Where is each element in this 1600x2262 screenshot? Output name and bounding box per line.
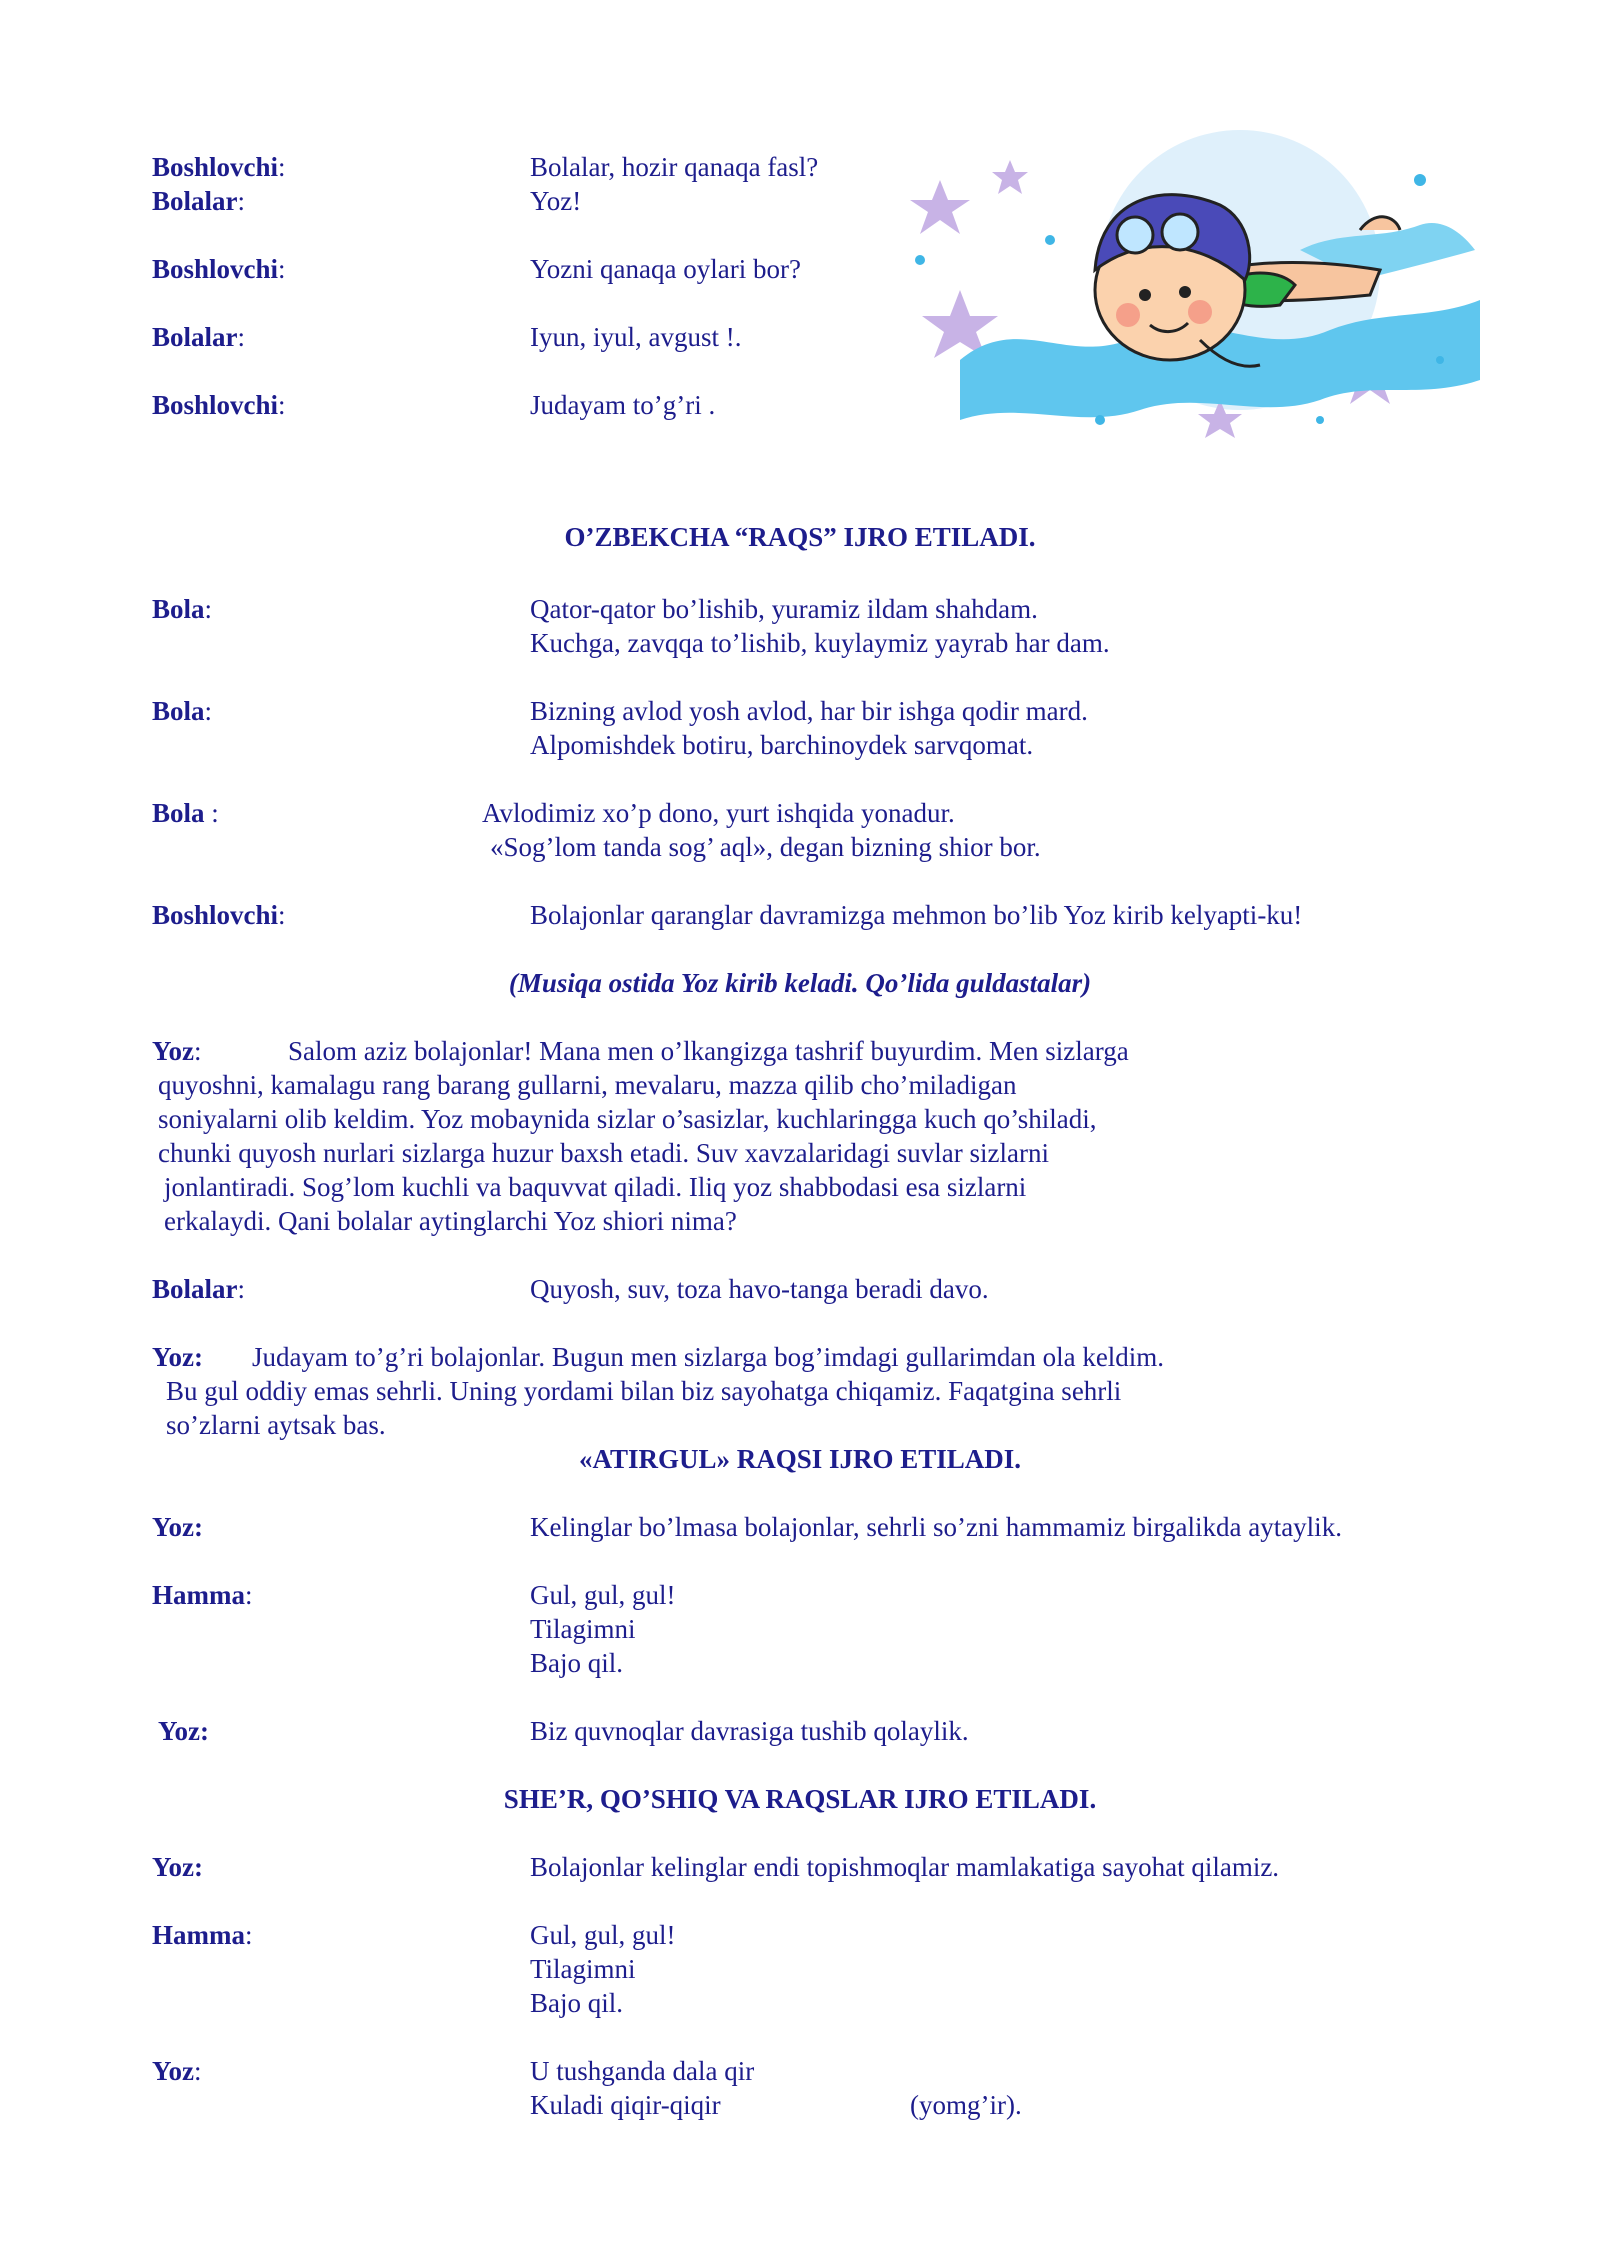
speaker-label: Hamma:: [152, 1580, 253, 1610]
speaker-label: Boshlovchi:: [152, 900, 286, 930]
dialogue-line: Tilagimni: [530, 1614, 636, 1644]
speaker-label: Bola:: [152, 696, 213, 726]
speaker-label: Yoz:: [152, 1342, 203, 1372]
dialogue-line: Biz quvnoqlar davrasiga tushib qolaylik.: [530, 1716, 969, 1746]
speaker-label: Bolalar:: [152, 322, 246, 352]
speaker-label: Boshlovchi:: [152, 390, 286, 420]
section-heading: SHE’R, QO’SHIQ VA RAQSLAR IJRO ETILADI.: [503, 1784, 1097, 1814]
dialogue-line: Qator-qator bo’lishib, yuramiz ildam shahdam.: [530, 594, 1038, 624]
paragraph-line: quyoshni, kamalagu rang barang gullarni, mevalaru, mazza qilib cho’miladigan: [158, 1070, 1017, 1100]
dialogue-line: Bolalar, hozir qanaqa fasl?: [530, 152, 819, 182]
dialogue-line: Bajo qil.: [530, 1648, 623, 1678]
speaker-label: Boshlovchi:: [152, 254, 286, 284]
riddle-answer: (yomg’ir).: [910, 2090, 1022, 2120]
dialogue-line: U tushganda dala qir: [530, 2056, 755, 2086]
swimming-child-illustration: [900, 120, 1490, 460]
dialogue-line: Yoz!: [530, 186, 582, 216]
dialogue-line: Quyosh, suv, toza havo-tanga beradi davo.: [530, 1274, 989, 1304]
dialogue-line: Iyun, iyul, avgust !.: [530, 322, 742, 352]
dialogue-line: Judayam to’g’ri .: [530, 390, 716, 420]
speaker-label: Boshlovchi:: [152, 152, 286, 182]
speaker-label: Yoz:: [158, 1716, 209, 1746]
paragraph-line: jonlantiradi. Sog’lom kuchli va baquvvat qiladi. Iliq yoz shabbodasi esa sizlarni: [164, 1172, 1027, 1202]
speaker-label: Yoz:: [152, 1036, 202, 1066]
dialogue-line: Bizning avlod yosh avlod, har bir ishga qodir mard.: [530, 696, 1088, 726]
speaker-label: Hamma:: [152, 1920, 253, 1950]
dialogue-line: Kelinglar bo’lmasa bolajonlar, sehrli so’zni hammamiz birgalikda aytaylik.: [530, 1512, 1342, 1542]
dialogue-line: Bolajonlar qaranglar davramizga mehmon bo’lib Yoz kirib kelyapti-ku!: [530, 900, 1303, 930]
paragraph-line: Salom aziz bolajonlar! Mana men o’lkangizga tashrif buyurdim. Men sizlarga: [288, 1036, 1129, 1066]
paragraph-line: erkalaydi. Qani bolalar aytinglarchi Yoz shiori nima?: [164, 1206, 737, 1236]
dialogue-line: Gul, gul, gul!: [530, 1920, 676, 1950]
speaker-label: Bolalar:: [152, 1274, 246, 1304]
dialogue-line: Yozni qanaqa oylari bor?: [530, 254, 801, 284]
stage-direction: (Musiqa ostida Yoz kirib keladi. Qo’lida guldastalar): [508, 968, 1092, 998]
dialogue-line: «Sog’lom tanda sog’ aql», degan bizning shior bor.: [490, 832, 1041, 862]
speaker-label: Yoz:: [152, 2056, 202, 2086]
paragraph-line: Bu gul oddiy emas sehrli. Uning yordami bilan biz sayohatga chiqamiz. Faqatgina sehrli: [166, 1376, 1122, 1406]
paragraph-line: soniyalarni olib keldim. Yoz mobaynida sizlar o’sasizlar, kuchlaringga kuch qo’shiladi,: [158, 1104, 1097, 1134]
dialogue-line: Kuladi qiqir-qiqir: [530, 2090, 721, 2120]
speaker-label: Bolalar:: [152, 186, 246, 216]
paragraph-line: Judayam to’g’ri bolajonlar. Bugun men sizlarga bog’imdagi gullarimdan ola keldim.: [252, 1342, 1165, 1372]
dialogue-line: Avlodimiz xo’p dono, yurt ishqida yonadur.: [482, 798, 955, 828]
speaker-label: Yoz:: [152, 1852, 203, 1882]
speaker-label: Bola :: [152, 798, 219, 828]
paragraph-line: chunki quyosh nurlari sizlarga huzur baxsh etadi. Suv xavzalaridagi suvlar sizlarni: [158, 1138, 1049, 1168]
section-heading: O’ZBEKCHA “RAQS” IJRO ETILADI.: [564, 522, 1036, 552]
dialogue-line: Tilagimni: [530, 1954, 636, 1984]
dialogue-line: Bolajonlar kelinglar endi topishmoqlar mamlakatiga sayohat qilamiz.: [530, 1852, 1280, 1882]
dialogue-line: Kuchga, zavqqa to’lishib, kuylaymiz yayrab har dam.: [530, 628, 1110, 658]
paragraph-line: so’zlarni aytsak bas.: [166, 1410, 386, 1440]
dialogue-line: Alpomishdek botiru, barchinoydek sarvqomat.: [530, 730, 1034, 760]
section-heading: «ATIRGUL» RAQSI IJRO ETILADI.: [578, 1444, 1022, 1474]
speaker-label: Bola:: [152, 594, 213, 624]
dialogue-line: Gul, gul, gul!: [530, 1580, 676, 1610]
speaker-label: Yoz:: [152, 1512, 203, 1542]
dialogue-line: Bajo qil.: [530, 1988, 623, 2018]
